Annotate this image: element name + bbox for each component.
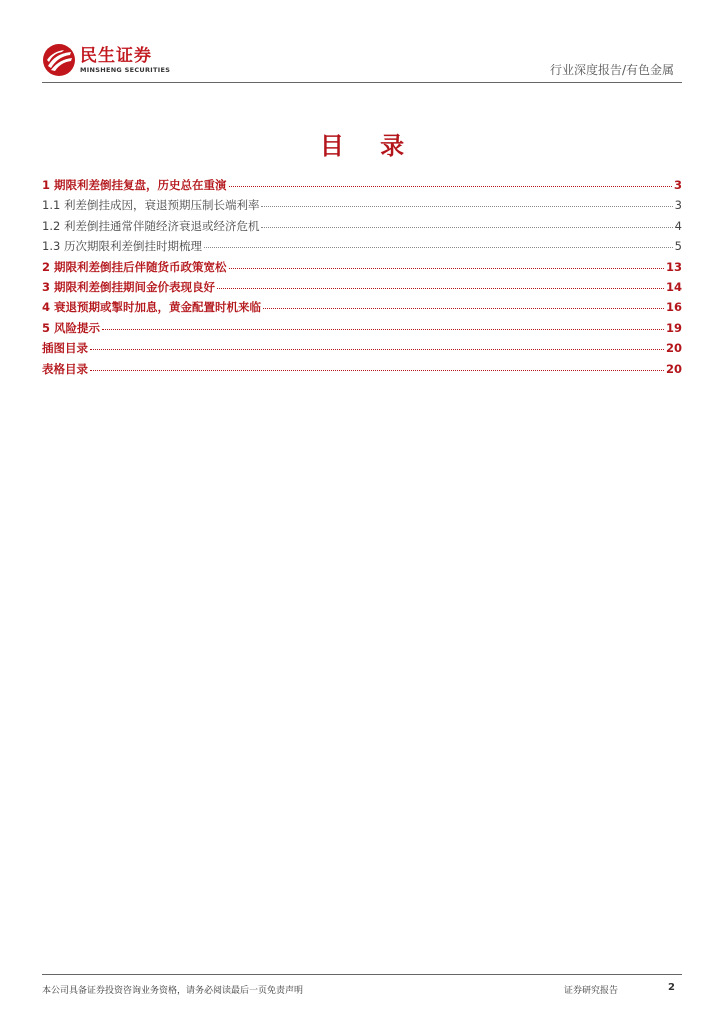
toc-dot-leader xyxy=(102,329,664,330)
toc-entry-page: 13 xyxy=(665,259,682,274)
toc-entry[interactable] xyxy=(42,297,682,317)
brand-name-en: MINSHENG SECURITIES xyxy=(80,65,171,74)
report-category: 行业深度报告/有色金属 xyxy=(549,63,674,77)
toc-dot-leader xyxy=(90,370,664,371)
table-of-contents xyxy=(42,175,682,379)
toc-dot-leader xyxy=(229,186,672,187)
toc-entry[interactable] xyxy=(42,236,682,256)
toc-entry-page: 20 xyxy=(665,361,682,376)
header-divider xyxy=(42,82,682,83)
toc-entry-page: 3 xyxy=(673,178,682,192)
footer-disclaimer: 本公司具备证券投资咨询业务资格，请务必阅读最后一页免责声明 xyxy=(42,986,304,996)
toc-entry-label: 表格目录 xyxy=(42,361,88,376)
toc-entry-label: 1.2 利差倒挂通常伴随经济衰退或经济危机 xyxy=(42,218,260,233)
page-number: 2 xyxy=(668,982,675,993)
toc-dot-leader xyxy=(261,206,672,207)
toc-entry-label: 2 期限利差倒挂后伴随货币政策宽松 xyxy=(42,259,227,274)
toc-entry-page: 19 xyxy=(665,320,682,335)
page-header xyxy=(42,40,682,84)
toc-entry[interactable] xyxy=(42,318,682,338)
toc-entry[interactable] xyxy=(42,359,682,379)
toc-entry-label: 5 风险提示 xyxy=(42,320,101,335)
toc-entry-label: 1.1 利差倒挂成因，衰退预期压制长端利率 xyxy=(42,198,260,213)
toc-entry[interactable] xyxy=(42,216,682,236)
brand-name-cn: 民生证券 xyxy=(80,45,152,66)
toc-entry-label: 1.3 历次期限利差倒挂时期梳理 xyxy=(42,239,202,254)
toc-entry-label: 4 衰退预期或掣时加息，黄金配置时机来临 xyxy=(42,300,262,315)
toc-entry[interactable] xyxy=(42,175,682,195)
brand-logo xyxy=(42,40,170,80)
toc-entry[interactable] xyxy=(42,338,682,358)
toc-title: 目 录 xyxy=(319,132,419,160)
toc-entry-page: 3 xyxy=(674,198,682,213)
toc-entry-page: 16 xyxy=(665,300,682,315)
toc-entry-page: 5 xyxy=(674,239,682,254)
toc-entry-page: 20 xyxy=(665,341,682,356)
toc-dot-leader xyxy=(90,349,664,350)
toc-entry-label: 1 期限利差倒挂复盘，历史总在重演 xyxy=(42,178,227,192)
toc-dot-leader xyxy=(261,227,672,228)
toc-entry[interactable] xyxy=(42,277,682,297)
toc-dot-leader xyxy=(204,247,673,248)
toc-entry[interactable] xyxy=(42,257,682,277)
toc-entry-label: 3 期限利差倒挂期间金价表现良好 xyxy=(42,279,216,294)
toc-dot-leader xyxy=(217,288,664,289)
toc-entry-page: 4 xyxy=(674,218,682,233)
toc-entry-label: 插图目录 xyxy=(42,341,88,356)
toc-dot-leader xyxy=(263,308,664,309)
footer-doc-type: 证券研究报告 xyxy=(564,986,619,996)
minsheng-logo-icon xyxy=(42,43,76,77)
toc-entry-page: 14 xyxy=(665,279,682,294)
toc-entry[interactable] xyxy=(42,195,682,215)
toc-dot-leader xyxy=(229,268,664,269)
footer-divider xyxy=(42,974,682,975)
